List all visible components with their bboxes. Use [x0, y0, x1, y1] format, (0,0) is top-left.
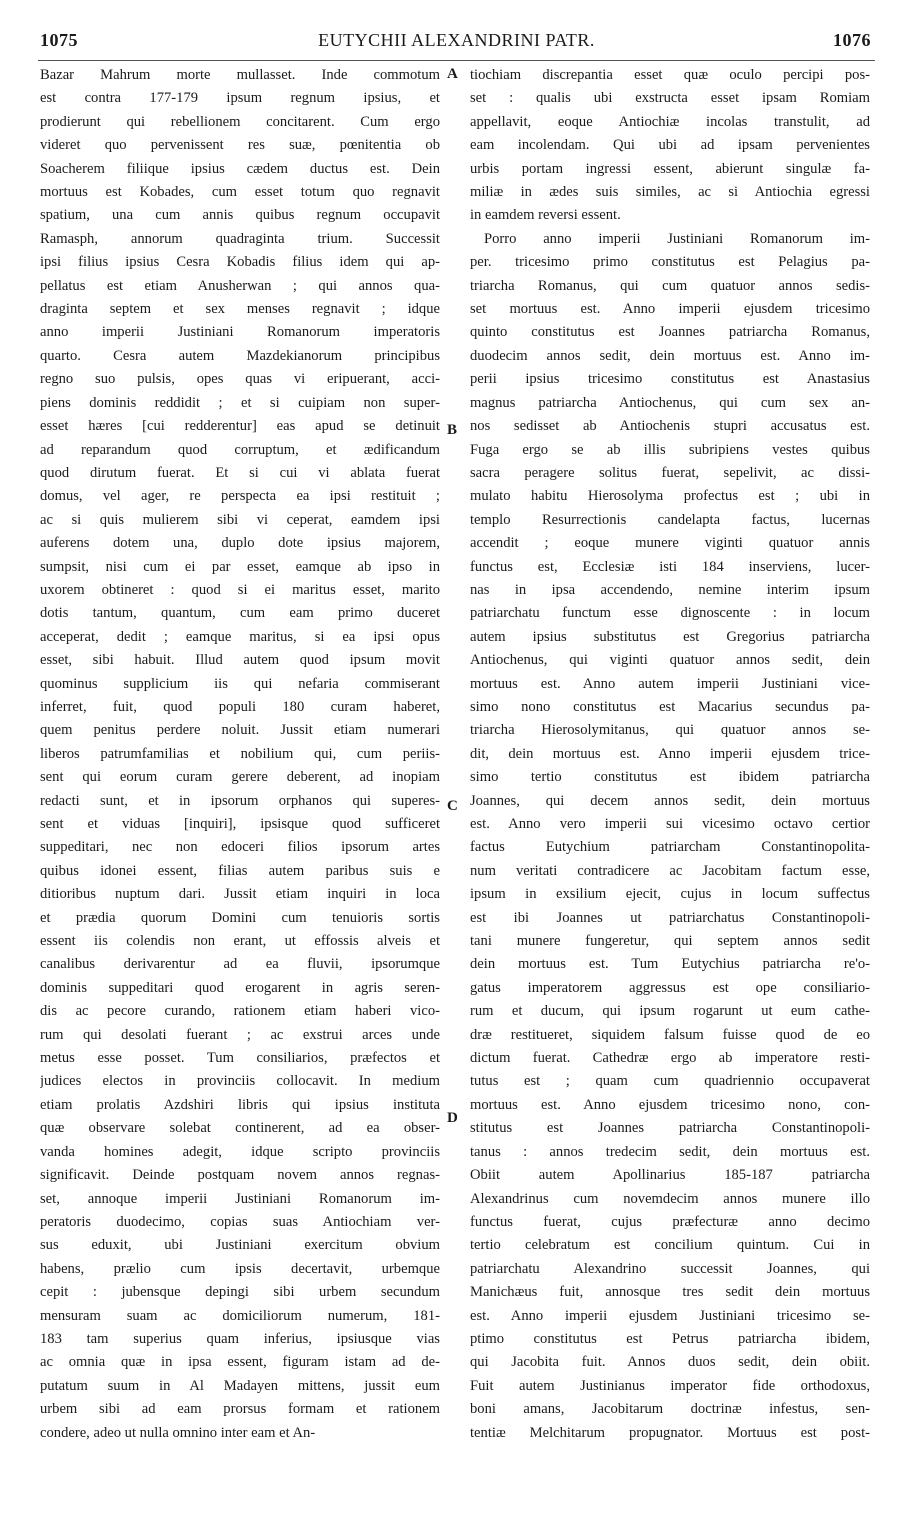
- text-line: draginta septem et sex menses regnavit ; idque: [40, 301, 440, 318]
- text-line: tutus est ; quam cum quadriennio occupaverat: [470, 1073, 870, 1090]
- text-line: ad reparandum quod corruptum, et ædificandum: [40, 441, 440, 458]
- text-line: dræ restitueret, siquidem falsum fuisse quod de eo: [470, 1026, 870, 1043]
- text-line: Soacherem filiique ipsius cædem ductus est. Dein: [40, 160, 440, 177]
- text-line: rum et ducum, qui ipsum rogarunt ut eum cathe-: [470, 1003, 870, 1020]
- text-line: est. Anno vero imperii sui vicesimo octavo certior: [470, 816, 870, 832]
- text-line: templo Resurrectionis candelapta factus, lucernas: [470, 511, 870, 528]
- text-line: Manichæus fuit, annosque tres sedit dein mortuus: [470, 1284, 870, 1301]
- text-line: est contra 177-179 ipsum regnum ipsius, et: [40, 90, 440, 107]
- text-line: metus esse posset. Tum consiliarios, præfectos et: [40, 1050, 440, 1067]
- text-line: suppeditari, nec non edoceri filios ipsorum artes: [40, 839, 440, 856]
- text-line: ptimo constitutus est Petrus patriarcha ibidem,: [470, 1330, 870, 1347]
- text-line: nas in ipsa accendendo, nemine interim ipsum: [470, 581, 870, 598]
- text-line: 183 tam superius quam inferius, ipsiusque vias: [40, 1330, 440, 1347]
- text-line: sus eduxit, ubi Justiniani exercitum obvium: [40, 1237, 440, 1254]
- text-line: esset, sibi habuit. Illud autem quod ipsum movit: [40, 652, 440, 669]
- text-line: triarcha Hierosolymitanus, qui quatuor annos se-: [470, 722, 870, 739]
- text-line: num veritati contradicere ac Jacobitam factum esse,: [470, 862, 870, 879]
- text-line: tani munere fungeretur, qui septem annos sedit: [470, 933, 870, 950]
- text-line: peratoris duodecimo, copias suas Antiochiam ver-: [40, 1213, 440, 1230]
- text-line: dictum fuerat. Cathedræ ergo ab imperatore resti-: [470, 1050, 870, 1067]
- text-line: essent iis colendis non erant, ut effossis alveis et: [40, 933, 440, 950]
- text-line: rum qui desolati fuerant ; ac exstrui arces unde: [40, 1026, 440, 1043]
- text-line: qui Jacobita fuit. Annos duos sedit, dein obiit.: [470, 1354, 870, 1371]
- text-line: pellatus est etiam Anusherwan ; qui annos qua-: [40, 277, 440, 294]
- running-title: EUTYCHII ALEXANDRINI PATR.: [318, 30, 595, 50]
- text-line: mensuram suam ac domiciliorum numerum, 181-: [40, 1307, 440, 1324]
- text-line: et prædia quorum Domini cum tenuioris sortis: [40, 909, 440, 926]
- text-line: esset hæres [cui redderentur] eas apud se detinuit: [40, 418, 440, 435]
- text-line: patriarchatu functum esse dignoscente : in locum: [470, 605, 870, 622]
- text-line: est. Anno imperii ejusdem Justiniani tricesimo se-: [470, 1307, 870, 1324]
- text-line: autem ipsius substitutus est Gregorius patriarcha: [470, 628, 870, 645]
- text-line: quinto constitutus est Joannes patriarcha Romanus,: [470, 324, 870, 341]
- text-line: Porro anno imperii Justiniani Romanorum im-: [484, 230, 870, 247]
- text-line: habens, prælio cum ipsis decertavit, urbemque: [40, 1260, 440, 1277]
- text-line: duodecim annos sedit, dein mortuus est. Anno im-: [470, 347, 870, 364]
- text-line: boni amans, Jacobitarum doctrinæ infestus, sen-: [470, 1401, 870, 1418]
- text-line: simo tertio constitutus est ibidem patriarcha: [470, 769, 870, 786]
- text-line: patriarchatu Alexandrino successit Joannes, qui: [470, 1260, 870, 1277]
- text-line: functus fuerat, cujus præfecturæ anno decimo: [470, 1213, 870, 1230]
- text-line: Ramasph, annorum quadraginta trium. Successit: [40, 230, 440, 247]
- text-line: dotis tantum, quantum, cum eam primo duceret: [40, 605, 440, 622]
- text-line: prodierunt qui rebellionem concitarent. Cum ergo: [40, 113, 440, 130]
- text-line: tiochiam discrepantia esset quæ oculo percipi pos-: [470, 67, 870, 83]
- text-line: appellavit, eoque Antiochiæ incolas transtulit, ad: [470, 113, 870, 130]
- margin-letter-c: C: [447, 798, 458, 814]
- margin-letter-d: D: [447, 1110, 458, 1126]
- text-line: mortuus est. Anno autem imperii Justiniani vice-: [470, 675, 870, 692]
- text-line: quæ observare solebat continerent, ad ea obser-: [40, 1120, 440, 1137]
- text-line: putatum suum in Al Madayen mittens, jussit eum: [40, 1377, 440, 1394]
- text-line: functus est, Ecclesiæ isti 184 inserviens, lucer-: [470, 558, 870, 575]
- text-line: inferret, fuit, quod populi 180 curam haberet,: [40, 698, 440, 715]
- text-line: cepit : jubensque depingi sibi urbem secundum: [40, 1284, 440, 1301]
- text-line: ac omnia quæ in ipsa essent, figuram istam ad de-: [40, 1354, 440, 1371]
- margin-letter-a: A: [447, 66, 458, 82]
- text-line: Joannes, qui decem annos sedit, dein mortuus: [470, 792, 870, 809]
- text-line: quominus supplicium iis qui nefaria commiserant: [40, 675, 440, 692]
- text-line: dominis suppeditari quod erogarent in agris seren-: [40, 979, 440, 996]
- text-line: ditioribus nuptum dari. Jussit etiam inquiri in loca: [40, 886, 440, 903]
- text-line: ipsum in exsilium ejecit, cujus in locum suffectus: [470, 886, 870, 903]
- right-column: [470, 64, 870, 1445]
- text-line: Fuit autem Justinianus imperator fide orthodoxus,: [470, 1377, 870, 1394]
- left-column: [40, 64, 440, 1445]
- text-line: quarto. Cesra autem Mazdekianorum principibus: [40, 347, 440, 364]
- text-line: condere, adeo ut nulla omnino inter eam et An-: [40, 1424, 316, 1441]
- text-line: magnus patriarcha Antiochenus, qui cum sex an-: [470, 394, 870, 411]
- text-line: ipsi filius ipsius Cesra Kobadis filius idem qui ap-: [40, 254, 440, 271]
- text-line: sacra peragere solitus fuerat, sepelivit, ac dissi-: [470, 464, 870, 481]
- text-line: urbis portam ingressi essent, abierunt singulæ fa-: [470, 160, 870, 177]
- text-line: sent qui eorum curam gerere deberent, ad inopiam: [40, 769, 440, 786]
- text-line: set : qualis ubi exstructa esset ipsam Romiam: [470, 90, 870, 107]
- text-line: redacti sunt, et in ipsorum orphanos qui superes-: [40, 792, 440, 809]
- text-line: dis ac pecore curando, rationem etiam haberi vico-: [40, 1003, 440, 1020]
- page-number-left: 1075: [40, 30, 78, 50]
- text-line: ac si quis mulierem sibi vi ceperat, eamdem ipsi: [40, 511, 440, 528]
- text-line: tentiæ Melchitarum propugnator. Mortuus est post-: [470, 1424, 870, 1441]
- text-line: liberos patrumfamilias et nobilium qui, cum periis-: [40, 745, 440, 762]
- text-line: quem penitus perdere noluit. Jussit etiam numerari: [40, 722, 440, 739]
- page-header: [30, 30, 883, 56]
- text-line: tertio celebratum est concilium quintum. Cui in: [470, 1237, 870, 1254]
- margin-letter-b: B: [447, 422, 458, 438]
- text-line: etiam prolatis Azdshiri libris qui ipsius instituta: [40, 1096, 440, 1113]
- text-line: per. tricesimo primo constitutus est Pelagius pa-: [470, 254, 870, 271]
- text-line: quibus idonei essent, filias autem paribus suis e: [40, 862, 440, 879]
- text-line: vanda homines adegit, idque scripto provinciis: [40, 1143, 440, 1160]
- text-line: perii ipsius tricesimo constitutus est Anastasius: [470, 371, 870, 388]
- text-line: canalibus derivarentur ad ea fluvii, ipsorumque: [40, 956, 440, 973]
- text-line: spatium, una cum annis quibus regnum occupavit: [40, 207, 440, 224]
- text-line: significavit. Deinde postquam novem annos regnas-: [40, 1167, 440, 1184]
- text-line: auferens dotem una, duplo dote ipsius majorem,: [40, 535, 440, 552]
- text-line: dit, dein mortuus est. Anno imperii ejusdem trice-: [470, 745, 870, 762]
- text-line: quod dirutum fuerat. Et si cui vi ablata fuerat: [40, 464, 440, 481]
- text-line: sent et viduas [inquiri], ipsisque quod sufficeret: [40, 816, 440, 832]
- text-line: set, annoque imperii Justiniani Romanorum im-: [40, 1190, 440, 1207]
- header-rule: [38, 60, 875, 61]
- text-line: judices electos in provinciis collocavit. In medium: [40, 1073, 440, 1090]
- text-line: Bazar Mahrum morte mullasset. Inde commotum: [40, 67, 440, 83]
- text-line: gatus imperatorem aggressus est ope consiliario-: [470, 979, 870, 996]
- text-line: accendit ; eoque munere viginti quatuor annis: [470, 535, 870, 552]
- text-line: mulato habitu Hierosolyma profectus est ; ubi in: [470, 488, 870, 505]
- text-line: eam incolendam. Qui ubi ad ipsam pervenientes: [470, 137, 870, 154]
- text-line: Alexandrinus cum novemdecim annos munere illo: [470, 1190, 870, 1207]
- text-line: set mortuus est. Anno imperii ejusdem tricesimo: [470, 301, 870, 318]
- text-line: domus, vel ager, re perspecta ea ipsi restituit ;: [40, 488, 440, 505]
- text-line: anno imperii Justiniani Romanorum imperatoris: [40, 324, 440, 341]
- text-line: triarcha Romanus, qui cum quatuor annos sedis-: [470, 277, 870, 294]
- text-line: est ibi Joannes ut patriarchatus Constantinopoli-: [470, 909, 870, 926]
- text-line: videret quo pervenissent res suæ, pœnitentia ob: [40, 137, 440, 154]
- text-line: acceperat, dedit ; eamque maritus, si ea ipsi opus: [40, 628, 440, 645]
- text-line: factus Eutychium patriarcham Constantinopolita-: [470, 839, 870, 856]
- text-line: mortuus est. Anno ejusdem tricesimo nono, con-: [470, 1096, 870, 1113]
- text-line: Antiochenus, qui viginti quatuor annos sedit, dein: [470, 652, 870, 669]
- text-line: nos sedisset ab Antiochenis stupri accusatus est.: [470, 418, 870, 435]
- text-line: dein mortuus est. Tum Eutychius patriarcha re'o-: [470, 956, 870, 973]
- text-line: regno suo pulsis, opes quas vi eripuerant, acci-: [40, 371, 440, 388]
- text-line: in eamdem reversi essent.: [470, 207, 621, 224]
- text-line: simo nono constitutus est Macarius secundus pa-: [470, 698, 870, 715]
- text-line: urbem sibi ad eam prorsus formam et rationem: [40, 1401, 440, 1418]
- text-line: Obiit autem Apollinarius 185-187 patriarcha: [470, 1167, 870, 1184]
- page-number-right: 1076: [833, 30, 871, 50]
- text-line: miliæ in ædes suis similes, ac si Antiochia egressi: [470, 184, 870, 201]
- text-line: mortuus est Kobades, cum esset totum quo regnavit: [40, 184, 440, 201]
- text-line: stitutus est Joannes patriarcha Constantinopoli-: [470, 1120, 870, 1137]
- text-line: Fuga ergo se ab illis subripiens vestes quibus: [470, 441, 870, 458]
- text-line: piens dominis reddidit ; et si cuipiam non super-: [40, 394, 440, 411]
- text-line: sumpsit, nisi cum ei par esset, eamque ab ipso in: [40, 558, 440, 575]
- text-line: tanus : annos tredecim sedit, dein mortuus est.: [470, 1143, 870, 1160]
- text-line: uxorem obtineret : quod si ei maritus esset, marito: [40, 581, 440, 598]
